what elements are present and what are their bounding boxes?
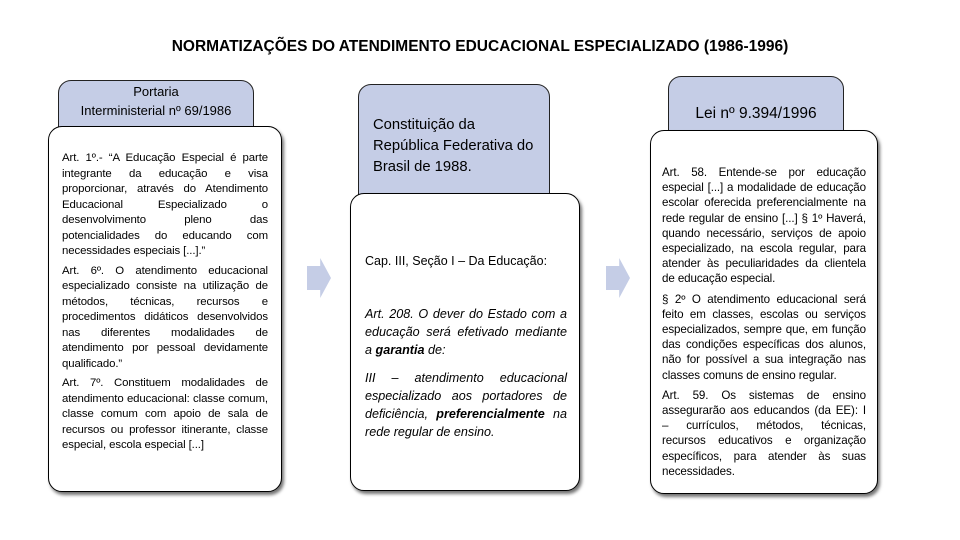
lei-art58: Art. 58. Entende-se por educação especial [...] a modalidade de educação escolar oferecida preferencialmente na rede regular de ensino [...] § 1º Haverá, quando necessário, serviços de apoio especializado, na escola regular, para atender às peculiaridades da clientela de educação especial. (662, 166, 866, 286)
right-arrow-icon (606, 258, 630, 298)
portaria-content-card (48, 126, 282, 492)
portaria-art7: Art. 7º. Constituem modalidades de atendimento educacional: classe comum, classe comum com apoio de sala de recursos ou professor itinerante, classe especial, escola especial [...] (62, 377, 268, 451)
lei-art59: Art. 59. Os sistemas de ensino assegurarão aos educandos (da EE): I – currículos, métodos, técnicas, recursos educativos e organização específicos, para atender às suas necessidades. (662, 388, 866, 478)
portaria-art1: Art. 1º.- “A Educação Especial é parte integrante da educação e visa proporcionar, através do Atendimento Educacional Especializado o desenvolvimento pleno das potencialidades do educando com necessidades especiais [...].” (62, 152, 268, 257)
lei-art58-par2: § 2º O atendimento educacional será feito em classes, escolas ou serviços especializados, sempre que, em função das condições específicas dos alunos, não for possível a sua integração nas classes comuns de ensino regular. (662, 292, 866, 382)
right-arrow-icon (307, 258, 331, 298)
lei-header: Lei nº 9.394/1996 (695, 105, 817, 122)
constituicao-section: Cap. III, Seção I – Da Educação: (365, 254, 548, 268)
constituicao-art208: Art. 208. O dever do Estado com a educação será efetivado mediante a garantia de: (365, 307, 567, 358)
lei-content-card (650, 130, 878, 494)
constituicao-content-card (350, 193, 580, 491)
page-title: NORMATIZAÇÕES DO ATENDIMENTO EDUCACIONAL ESPECIALIZADO (1986-1996) (171, 38, 789, 55)
constituicao-header: Constituição da República Federativa do Brasil de 1988. (373, 117, 534, 175)
constituicao-item3: III – atendimento educacional especializado aos portadores de deficiência, preferencialmente na rede regular de ensino. (365, 370, 567, 440)
portaria-header-line1: Portaria (133, 84, 179, 99)
portaria-art6: Art. 6º. O atendimento educacional especializado consiste na utilização de métodos, técnicas, recursos e procedimentos didáticos desenvolvidos nas diferentes modalidades de atendimento por pessoal devidamente qualificado.” (62, 264, 268, 370)
portaria-header-line2: Interministerial nº 69/1986 (80, 103, 232, 118)
